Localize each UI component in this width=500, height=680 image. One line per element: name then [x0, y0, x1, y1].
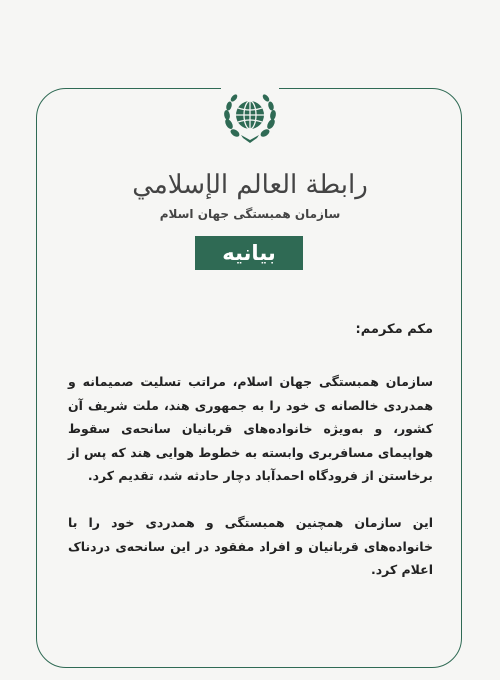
body-paragraph: سازمان همبستگی جهان اسلام، مراتب تسلیت صمیمانه و همدردی خالصانه ی خود را به جمهوری هند، ملت شریف آن کشور، و به‌ویژه خانواده‌های قربانیان سانحه‌ی سقوط هواپیمای مسافربری وابسته به خطوط هوایی هند که پس از برخاستن از فرودگاه احمدآباد دچار حادثه شد، تقدیم کرد. [68, 374, 433, 483]
statement-title-text: بیانیه [222, 241, 276, 265]
organization-logo-persian: سازمان همبستگی جهان اسلام [159, 207, 341, 221]
statement-title [195, 236, 303, 270]
body-paragraph: این سازمان همچنین همبستگی و همدردی خود را با خانواده‌های قربانیان و افراد مفقود در این سانحه‌ی دردناک اعلام کرد. [68, 515, 433, 577]
organization-logo-arabic: رابطة العالم الإسلامي [132, 170, 368, 200]
globe-wreath-emblem-icon [221, 88, 279, 146]
salutation: مکم مکرمم: [355, 322, 433, 337]
